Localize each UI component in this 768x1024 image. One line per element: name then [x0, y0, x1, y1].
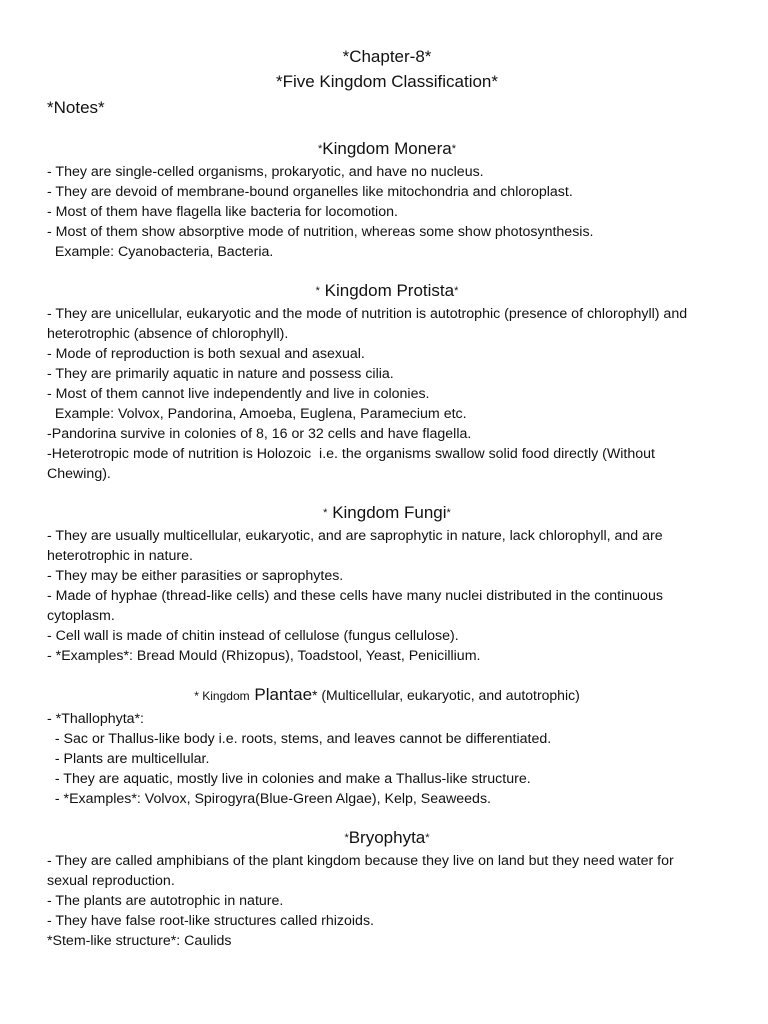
text-line: - Most of them cannot live independently and live in colonies.: [47, 386, 430, 402]
text-line: - They have false root-like structures called rhizoids.: [47, 913, 374, 929]
text-line: - Most of them have flagella like bacteria for locomotion.: [47, 204, 398, 220]
text-line: heterotrophic in nature.: [47, 548, 193, 564]
text-line: - *Examples*: Volvox, Spirogyra(Blue-Green Algae), Kelp, Seaweeds.: [47, 791, 491, 807]
text-line: - The plants are autotrophic in nature.: [47, 893, 284, 909]
text-line: - *Thallophyta*:: [47, 711, 144, 727]
text-line: Example: Volvox, Pandorina, Amoeba, Euglena, Paramecium etc.: [47, 406, 467, 422]
text-line: - *Examples*: Bread Mould (Rhizopus), Toadstool, Yeast, Penicillium.: [47, 648, 481, 664]
text-line: sexual reproduction.: [47, 873, 175, 889]
section-title-text: Kingdom Protista: [324, 281, 455, 300]
section-title-protista: * Kingdom Protista*: [315, 281, 459, 300]
section-title-note: (Multicellular, eukaryotic, and autotrophic): [321, 687, 580, 703]
section-title-monera: *Kingdom Monera*: [317, 139, 457, 158]
section-title-prefix: Kingdom: [202, 689, 250, 703]
text-line: - They are unicellular, eukaryotic and the mode of nutrition is autotrophic (presence of chlorophyll) and: [47, 306, 688, 322]
text-line: Chewing).: [47, 466, 111, 482]
notes-label: *Notes*: [47, 98, 105, 117]
section-body-plantae: [47, 709, 737, 809]
document-page: [47, 44, 737, 951]
text-line: - They are primarily aquatic in nature and possess cilia.: [47, 366, 394, 382]
text-line: - Most of them show absorptive mode of nutrition, whereas some show photosynthesis.: [47, 224, 594, 240]
text-line: - They are devoid of membrane-bound organelles like mitochondria and chloroplast.: [47, 184, 573, 200]
text-line: - They are aquatic, mostly live in colonies and make a Thallus-like structure.: [47, 771, 531, 787]
section-title-text: Kingdom Fungi: [332, 503, 447, 522]
text-line: -Pandorina survive in colonies of 8, 16 or 32 cells and have flagella.: [47, 426, 472, 442]
section-title-text: Plantae: [254, 685, 313, 704]
text-line: - Made of hyphae (thread-like cells) and these cells have many nuclei distributed in the continuous: [47, 588, 663, 604]
section-title-fungi: * Kingdom Fungi*: [323, 503, 451, 522]
section-body-monera: [47, 162, 737, 262]
section-title-bryophyta: *Bryophyta*: [344, 828, 430, 847]
section-title-plantae: * Kingdom Plantae* (Multicellular, eukaryotic, and autotrophic): [194, 685, 580, 704]
text-line: -Heterotropic mode of nutrition is Holozoic i.e. the organisms swallow solid food directly (Without: [47, 446, 655, 462]
text-line: - Cell wall is made of chitin instead of cellulose (fungus cellulose).: [47, 628, 459, 644]
text-line: - They are called amphibians of the plant kingdom because they live on land but they need water for: [47, 853, 674, 869]
text-line: heterotrophic (absence of chlorophyll).: [47, 326, 289, 342]
text-line: - They are single-celled organisms, prokaryotic, and have no nucleus.: [47, 164, 484, 180]
text-line: Example: Cyanobacteria, Bacteria.: [47, 244, 274, 260]
section-body-fungi: [47, 526, 737, 666]
text-line: - Sac or Thallus-like body i.e. roots, stems, and leaves cannot be differentiated.: [47, 731, 552, 747]
text-line: - They may be either parasities or saprophytes.: [47, 568, 344, 584]
text-line: - Mode of reproduction is both sexual and asexual.: [47, 346, 365, 362]
text-line: cytoplasm.: [47, 608, 115, 624]
text-line: *Stem-like structure*: Caulids: [47, 933, 232, 949]
section-body-protista: [47, 304, 737, 484]
section-title-text: Bryophyta: [348, 828, 426, 847]
text-line: - They are usually multicellular, eukaryotic, and are saprophytic in nature, lack chlorophyll, and are: [47, 528, 663, 544]
document-title: *Five Kingdom Classification*: [275, 72, 499, 91]
section-title-text: Kingdom Monera: [322, 139, 452, 158]
chapter-heading: *Chapter-8*: [342, 47, 432, 66]
text-line: - Plants are multicellular.: [47, 751, 210, 767]
section-body-bryophyta: [47, 851, 737, 951]
